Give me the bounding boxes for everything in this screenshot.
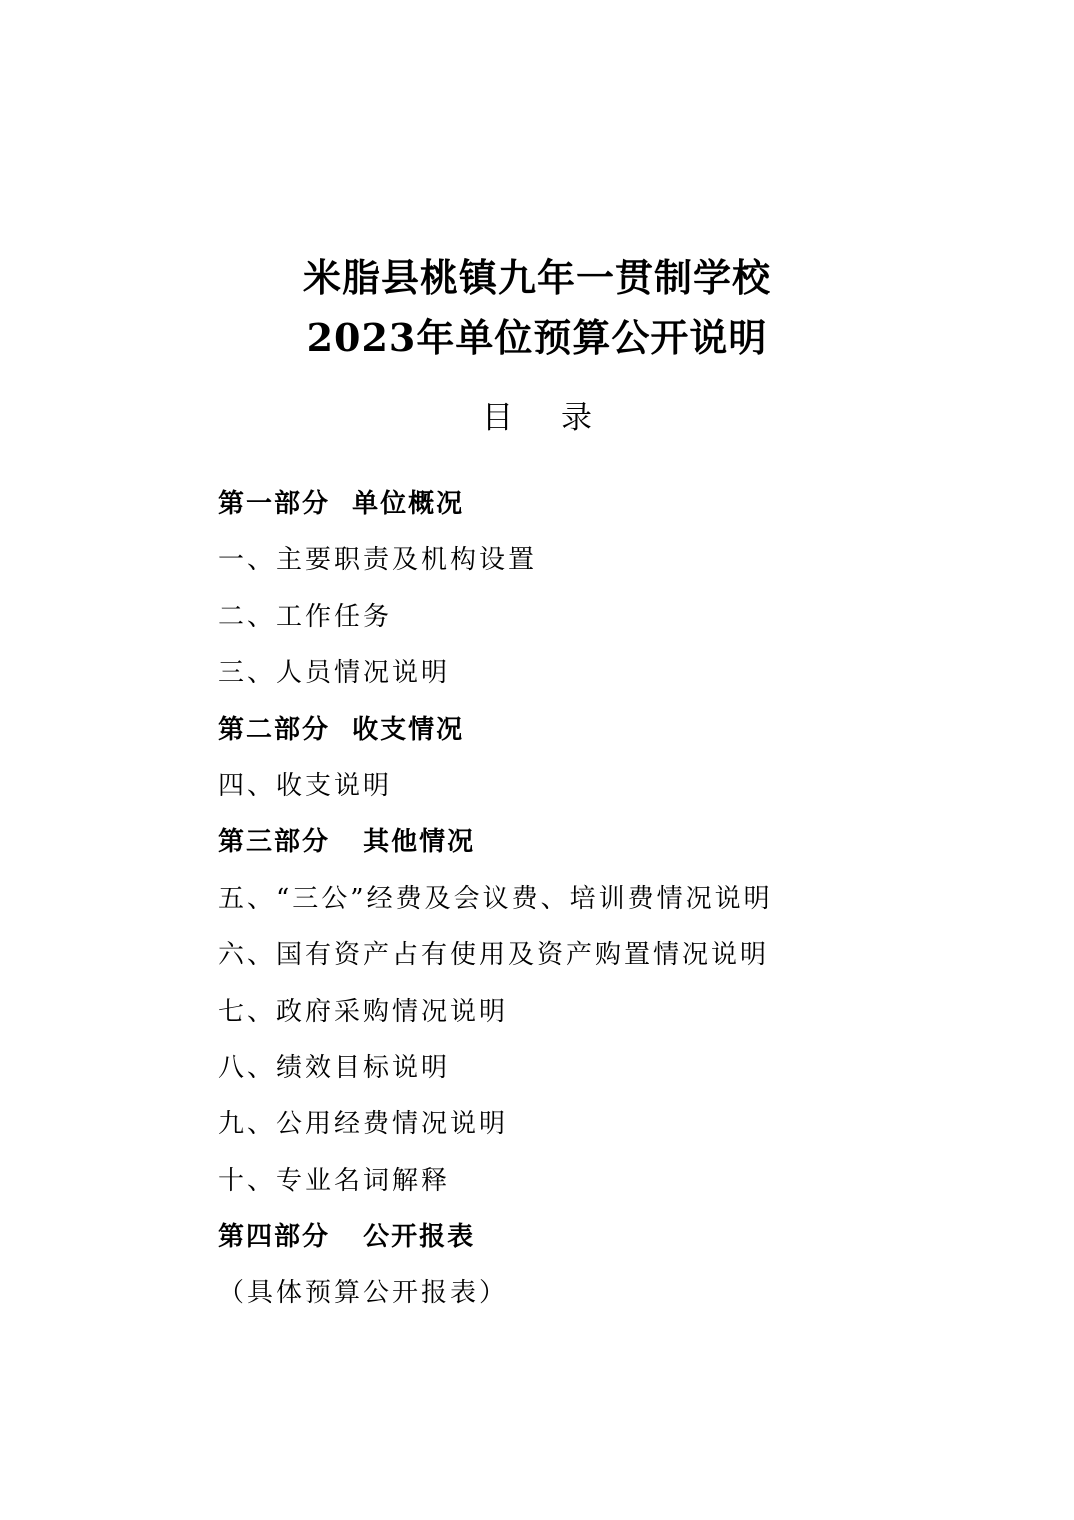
table-of-contents: [218, 476, 1038, 1322]
toc-heading: [0, 394, 1074, 442]
toc-part-1: 第一部分 单位概况: [218, 489, 465, 519]
title-line-2: 2023年单位预算公开说明: [306, 315, 768, 360]
toc-item-6: 六、国有资产占有使用及资产购置情况说明: [218, 940, 770, 971]
toc-item-1: 一、主要职责及机构设置: [218, 545, 538, 576]
toc-item-10: 十、专业名词解释: [218, 1165, 451, 1196]
toc-item-8: 八、绩效目标说明: [218, 1052, 451, 1083]
toc-item-9: 九、公用经费情况说明: [218, 1109, 509, 1140]
toc-item-4: 四、收支说明: [218, 770, 393, 801]
title-line-1: 米脂县桃镇九年一贯制学校: [302, 255, 771, 300]
toc-part-2: 第二部分 收支情况: [218, 714, 465, 745]
toc-heading-left: 目: [482, 400, 513, 436]
toc-item-7: 七、政府采购情况说明: [218, 996, 509, 1027]
toc-heading-right: 录: [561, 400, 592, 436]
toc-item-3: 三、人员情况说明: [218, 658, 451, 689]
toc-note: （具体预算公开报表）: [218, 1278, 509, 1309]
toc-part-4: 第四部分 公开报表: [218, 1222, 476, 1253]
toc-part-3: 第三部分 其他情况: [218, 827, 476, 858]
toc-item-5: 五、“三公”经费及会议费、培训费情况说明: [218, 883, 773, 914]
document-title: [0, 248, 1074, 368]
toc-item-2: 二、工作任务: [218, 601, 393, 632]
